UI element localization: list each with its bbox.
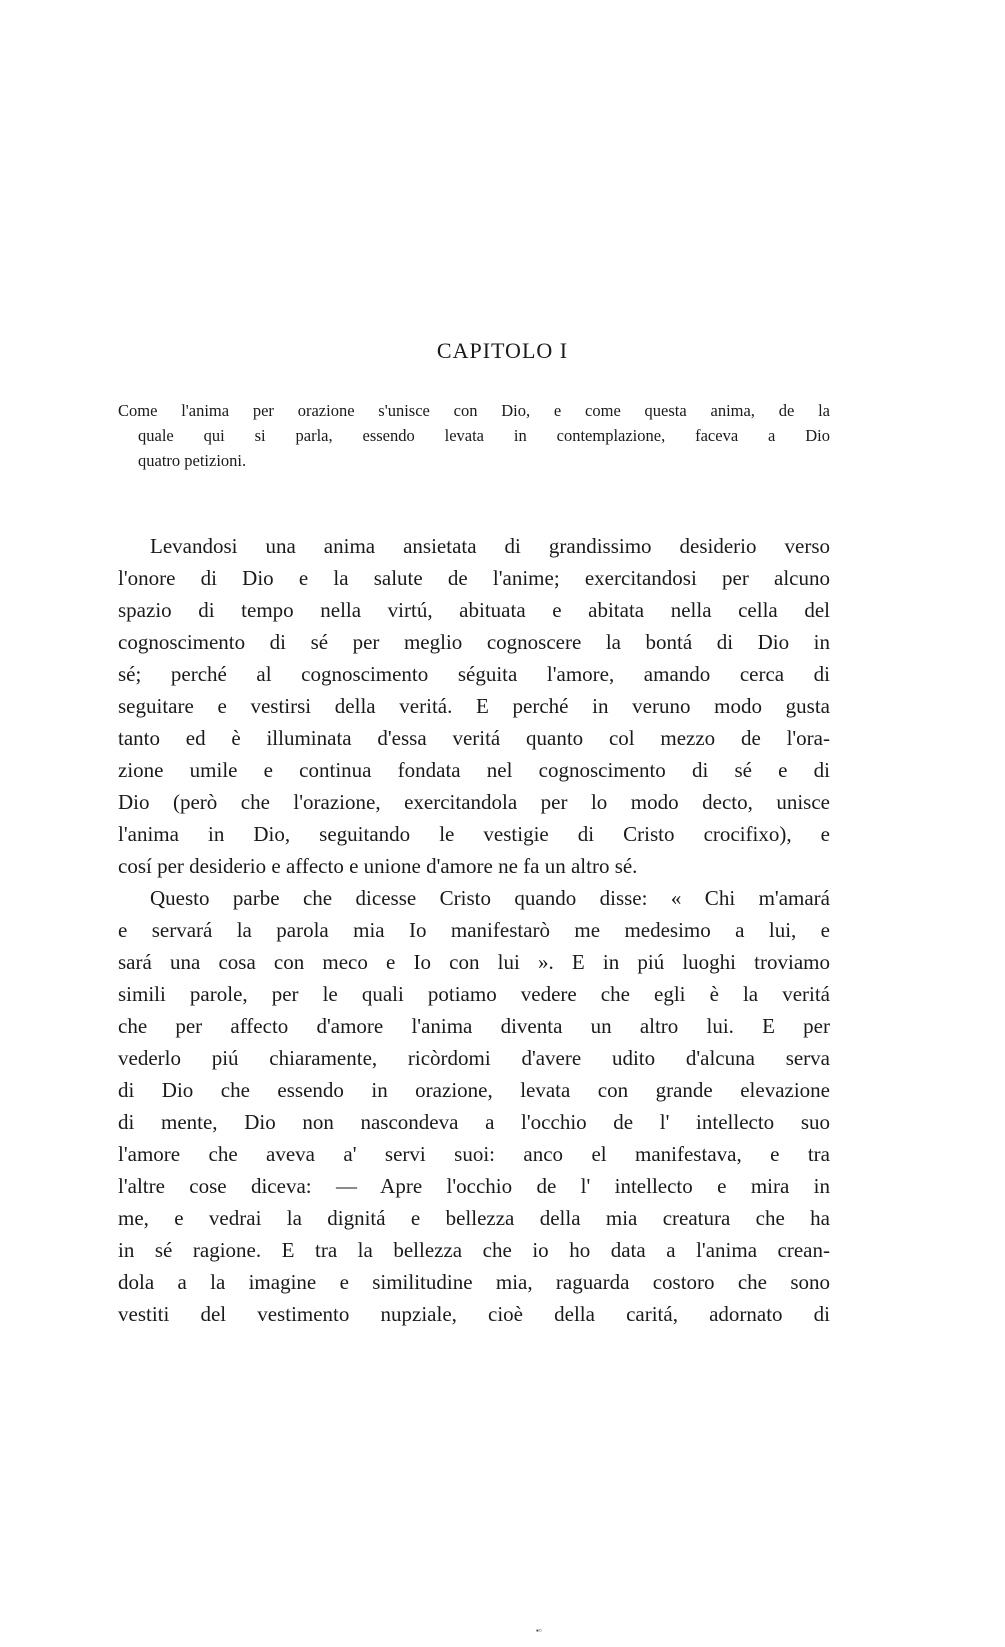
text-line: in sé ragione. E tra la bellezza che io ho data a l'anima crean- [118, 1238, 830, 1262]
text-line: l'onore di Dio e la salute de l'anime; exercitandosi per alcuno [118, 566, 830, 590]
text-line: che per affecto d'amore l'anima diventa un altro lui. E per [118, 1014, 830, 1038]
text-line: me, e vedrai la dignitá e bellezza della mia creatura che ha [118, 1206, 830, 1230]
text-line: vederlo piú chiaramente, ricòrdomi d'avere udito d'alcuna serva [118, 1046, 830, 1070]
text-line: zione umile e continua fondata nel cognoscimento di sé e di [118, 758, 830, 782]
text-line: sará una cosa con meco e Io con lui ». E in piú luoghi troviamo [118, 950, 830, 974]
text-line: seguitare e vestirsi della veritá. E perché in veruno modo gusta [118, 694, 830, 718]
text-line: spazio di tempo nella virtú, abituata e abitata nella cella del [118, 598, 830, 622]
text-line: e servará la parola mia Io manifestarò me medesimo a lui, e [118, 918, 830, 942]
text-line: tanto ed è illuminata d'essa veritá quanto col mezzo de l'ora- [118, 726, 830, 750]
summary-line: Come l'anima per orazione s'unisce con Dio, e come questa anima, de la [118, 401, 830, 420]
print-mark: ▪▫ [536, 1626, 542, 1635]
chapter-summary [118, 398, 830, 473]
text-line: cosí per desiderio e affecto e unione d'amore ne fa un altro sé. [118, 854, 638, 878]
summary-line: quatro petizioni. [138, 451, 247, 470]
text-line: l'anima in Dio, seguitando le vestigie di Cristo crocifixo), e [118, 822, 830, 846]
text-line: dola a la imagine e similitudine mia, raguarda costoro che sono [118, 1270, 830, 1294]
text-line: sé; perché al cognoscimento séguita l'amore, amando cerca di [118, 662, 830, 686]
chapter-title: CAPITOLO I [436, 338, 569, 363]
text-line: di Dio che essendo in orazione, levata con grande elevazione [118, 1078, 830, 1102]
text-line: cognoscimento di sé per meglio cognoscere la bontá di Dio in [118, 630, 830, 654]
summary-line: quale qui si parla, essendo levata in contemplazione, faceva a Dio [138, 426, 830, 445]
text-line: Dio (però che l'orazione, exercitandola per lo modo decto, unisce [118, 790, 830, 814]
text-line: l'amore che aveva a' servi suoi: anco el manifestava, e tra [118, 1142, 830, 1166]
text-line: Levandosi una anima ansietata di grandissimo desiderio verso [150, 534, 830, 558]
text-line: di mente, Dio non nascondeva a l'occhio de l' intellecto suo [118, 1110, 830, 1134]
body-text [118, 530, 830, 1330]
text-line: simili parole, per le quali potiamo vedere che egli è la veritá [118, 982, 830, 1006]
text-line: vestiti del vestimento nupziale, cioè della caritá, adornato di [118, 1302, 830, 1326]
text-line: Questo parbe che dicesse Cristo quando disse: « Chi m'amará [150, 886, 830, 910]
text-line: l'altre cose diceva: — Apre l'occhio de l' intellecto e mira in [118, 1174, 830, 1198]
